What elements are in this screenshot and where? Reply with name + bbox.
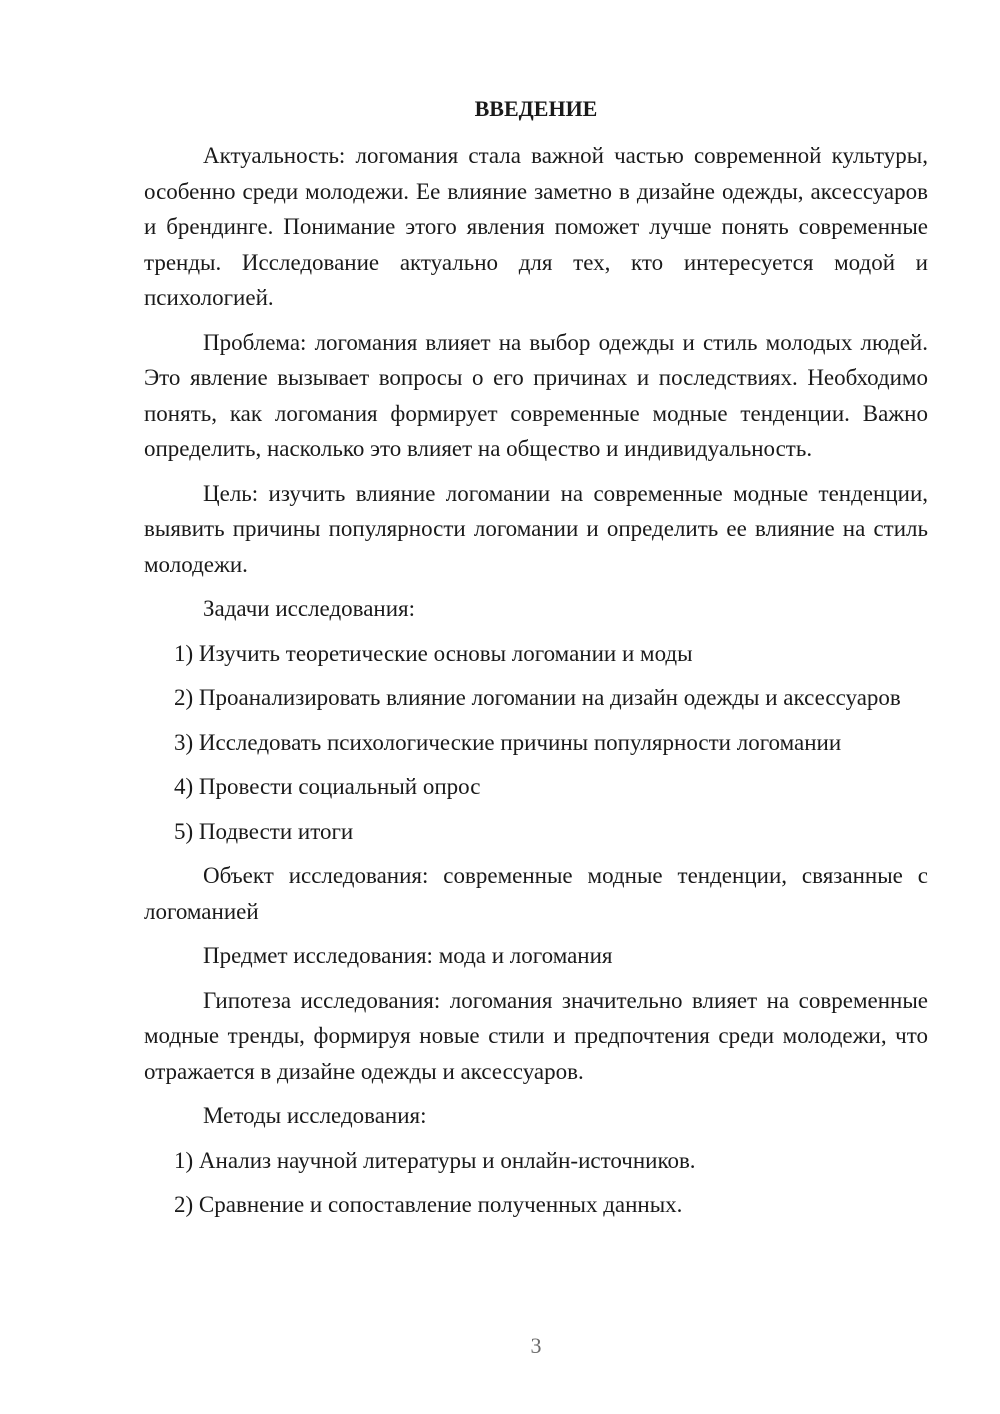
- task-item: 5) Подвести итоги: [174, 818, 354, 844]
- paragraph-object: Объект исследования: современные модные тенденции, связанные с логоманией: [144, 863, 928, 924]
- paragraph-methods-heading: Методы исследования:: [203, 1103, 427, 1128]
- paragraph-hypothesis: Гипотеза исследования: логомания значительно влияет на современные модные тренды, формируя новые стили и предпочтения среди молодежи, что отражается в дизайне одежды и аксессуаров.: [144, 987, 928, 1084]
- task-item: 4) Провести социальный опрос: [174, 774, 481, 799]
- paragraph-goal: Цель: изучить влияние логомании на современные модные тенденции, выявить причины популярности логомании и определить ее влияние на стиль молодежи.: [144, 480, 928, 577]
- page-content: [144, 94, 928, 1232]
- paragraph-problem: Проблема: логомания влияет на выбор одежды и стиль молодых людей. Это явление вызывает вопросы о его причинах и последствиях. Необходимо понять, как логомания формирует современные модные тенденции. Важно определить, насколько это влияет на общество и индивидуальность.: [144, 329, 928, 461]
- section-heading: ВВЕДЕНИЕ: [474, 96, 598, 121]
- page-number: 3: [530, 1333, 542, 1358]
- task-item: 1) Изучить теоретические основы логомании и моды: [174, 640, 693, 666]
- paragraph-subject: Предмет исследования: мода и логомания: [203, 943, 613, 968]
- method-item: 2) Сравнение и сопоставление полученных данных.: [174, 1192, 683, 1217]
- paragraph-tasks-heading: Задачи исследования:: [203, 596, 416, 621]
- task-item: 3) Исследовать психологические причины популярности логомании: [174, 729, 842, 755]
- paragraph-relevance: Актуальность: логомания стала важной частью современной культуры, особенно среди молодежи. Ее влияние заметно в дизайне одежды, аксессуаров и брендинге. Понимание этого явления поможет лучше понять современные тренды. Исследование актуально для тех, кто интересуется модой и психологией.: [144, 143, 928, 310]
- method-item: 1) Анализ научной литературы и онлайн-источников.: [174, 1147, 696, 1173]
- task-item: 2) Проанализировать влияние логомании на дизайн одежды и аксессуаров: [174, 685, 901, 710]
